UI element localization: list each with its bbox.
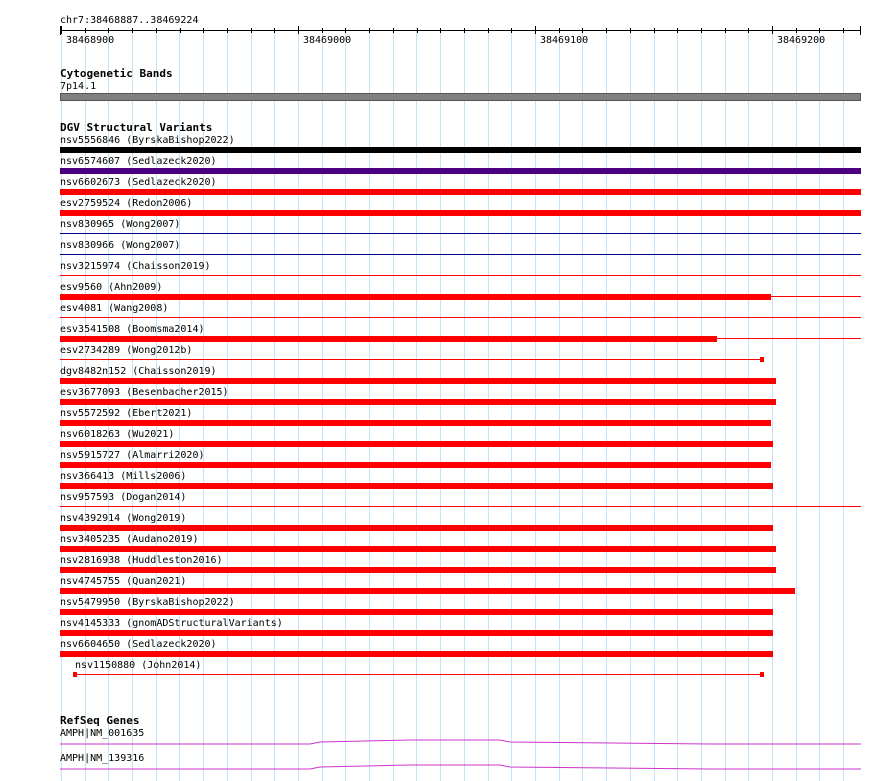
gene-model-line[interactable]	[60, 765, 861, 769]
track-title: DGV Structural Variants	[60, 121, 213, 134]
variant-label[interactable]: nsv5572592 (Ebert2021)	[60, 408, 193, 419]
variant-label[interactable]: esv3541508 (Boomsma2014)	[60, 324, 205, 335]
variant-label[interactable]: dgv8482n152 (Chaisson2019)	[60, 366, 217, 377]
variant-label[interactable]: nsv830965 (Wong2007)	[60, 219, 181, 230]
ruler-tick-label: 38469000	[303, 35, 352, 46]
variant-label[interactable]: nsv6604650 (Sedlazeck2020)	[60, 639, 217, 650]
variant-label[interactable]: nsv3405235 (Audano2019)	[60, 534, 199, 545]
variant-label[interactable]: esv2759524 (Redon2006)	[60, 198, 193, 209]
variant-label[interactable]: nsv5915727 (Almarri2020)	[60, 450, 205, 461]
variant-label[interactable]: nsv830966 (Wong2007)	[60, 240, 181, 251]
variant-label[interactable]: nsv4145333 (gnomADStructuralVariants)	[60, 618, 283, 629]
variant-label[interactable]: esv9560 (Ahn2009)	[60, 282, 163, 293]
gene-label[interactable]: AMPH|NM_139316	[60, 753, 145, 764]
variant-label[interactable]: nsv366413 (Mills2006)	[60, 471, 187, 482]
gene-model-line[interactable]	[60, 740, 861, 744]
ruler-range-label: chr7:38468887..38469224	[60, 15, 199, 26]
variant-label[interactable]: nsv4745755 (Quan2021)	[60, 576, 187, 587]
variant-label[interactable]: nsv1150880 (John2014)	[75, 660, 202, 671]
variant-label[interactable]: esv2734289 (Wong2012b)	[60, 345, 193, 356]
variant-label[interactable]: nsv6602673 (Sedlazeck2020)	[60, 177, 217, 188]
variant-label[interactable]: nsv6574607 (Sedlazeck2020)	[60, 156, 217, 167]
variant-label[interactable]: esv4081 (Wang2008)	[60, 303, 169, 314]
ruler-tick-label: 38469100	[540, 35, 589, 46]
ruler-tick-label: 38469200	[777, 35, 826, 46]
variant-label[interactable]: esv3677093 (Besenbacher2015)	[60, 387, 229, 398]
variant-label[interactable]: nsv2816938 (Huddleston2016)	[60, 555, 223, 566]
track-title: Cytogenetic Bands	[60, 67, 173, 80]
track-title: RefSeq Genes	[60, 714, 140, 727]
ruler-tick-label: 38468900	[66, 35, 115, 46]
variant-label[interactable]: nsv5479950 (ByrskaBishop2022)	[60, 597, 235, 608]
variant-label[interactable]: nsv5556846 (ByrskaBishop2022)	[60, 135, 235, 146]
cytoband-label: 7p14.1	[60, 81, 97, 92]
variant-label[interactable]: nsv957593 (Dogan2014)	[60, 492, 187, 503]
variant-label[interactable]: nsv3215974 (Chaisson2019)	[60, 261, 211, 272]
variant-label[interactable]: nsv4392914 (Wong2019)	[60, 513, 187, 524]
variant-label[interactable]: nsv6018263 (Wu2021)	[60, 429, 175, 440]
gene-label[interactable]: AMPH|NM_001635	[60, 728, 145, 739]
